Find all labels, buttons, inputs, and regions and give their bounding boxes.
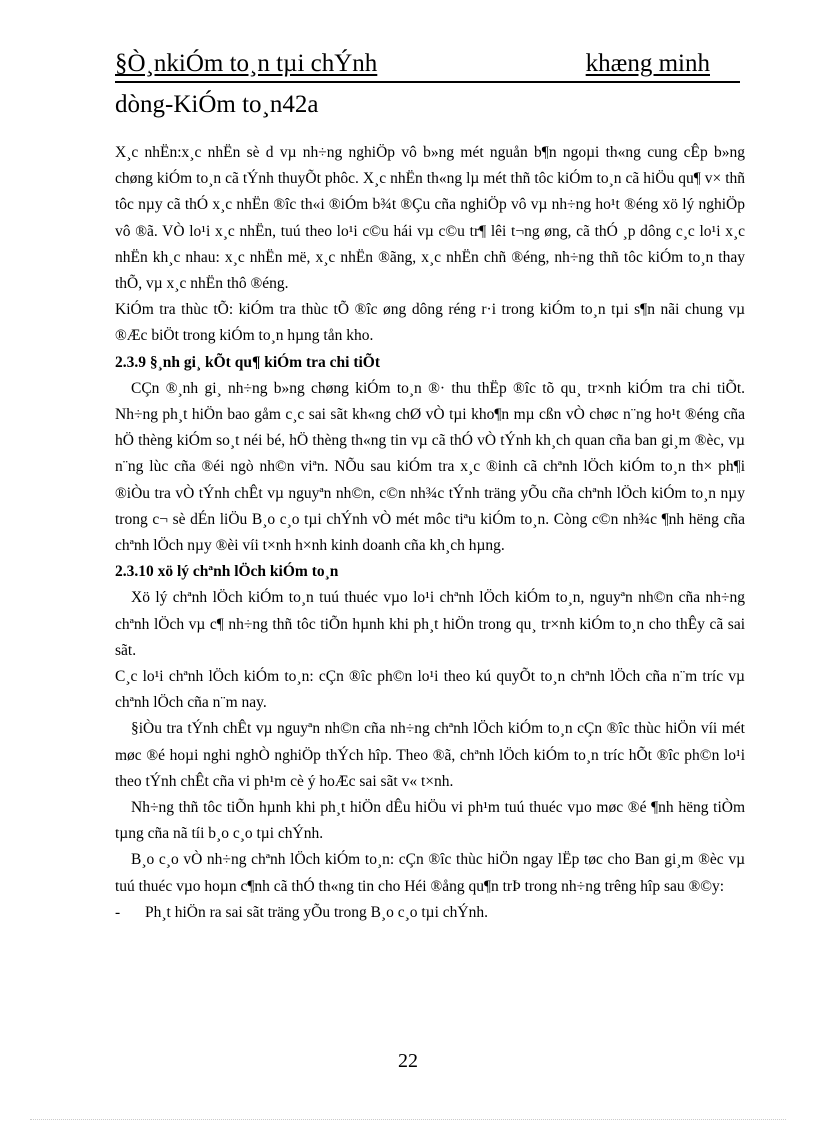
page-number: 22	[398, 1050, 418, 1072]
header-rule-line	[115, 48, 740, 83]
bullet-text: Ph¸t hiÖn ra sai sãt träng yÕu trong B¸o c¸o tµi chÝnh.	[145, 903, 488, 921]
paragraph: CÇn ®¸nh gi¸ nh÷ng b»ng chøng kiÓm to¸n ®· thu thËp ®îc tõ qu¸ tr×nh kiÓm tra chi tiÕt. Nh÷ng ph¸t hiÖn bao gåm c¸c sai sãt kh«ng chØ vÒ tµi kho¶n mµ cßn vÒ chøc n¨ng ho¹t ®éng cña hÖ thèng kiÓm so¸t néi bé, hÖ thèng th«ng tin vµ cã thÓ vÒ tÝnh kh¸ch quan cña ban gi¸m ®èc, vµ n¨ng lùc cña ®éi ngò nh©n viªn. NÕu sau kiÓm tra x¸c ®inh cã chªnh lÖch kiÓm to¸n th× ph¶i ®iÒu tra vÒ tÝnh chÊt vµ nguyªn nh©n, c©n nh¾c tÝnh träng yÕu cña chªnh lÖch kiÓm to¸n nµy trong c¬ sè dÉn liÖu B¸o c¸o tµi chÝnh vÒ mét môc tiªu kiÓm to¸n. Còng c©n nh¾c ¶nh hëng cña chªnh lÖch nµy ®èi víi t×nh h×nh kinh doanh cña kh¸ch hµng.	[115, 379, 745, 555]
header-author-name: khæng minh	[585, 50, 710, 77]
bullet-dash: -	[115, 903, 121, 921]
paragraph: KiÓm tra thùc tÕ: kiÓm tra thùc tÕ ®îc øng dông réng r·i trong kiÓm to¸n tµi s¶n nãi chung vµ ®Æc biÖt trong kiÓm to¸n hµng tån kho.	[115, 301, 745, 345]
section-heading: 2.3.10 xö lý chªnh lÖch kiÓm to¸n	[115, 563, 339, 581]
header-class-name: dòng-KiÓm to¸n42a	[115, 91, 319, 118]
page-header	[115, 48, 740, 121]
paragraph: Xö lý chªnh lÖch kiÓm to¸n tuú thuéc vµo lo¹i chªnh lÖch kiÓm to¸n, nguyªn nh©n cña nh÷ng chªnh lÖch vµ c¶ nh÷ng thñ tôc tiÕn hµnh khi ph¸t hiÖn trong qu¸ tr×nh kiÓm to¸n cho thÊy cã sai sãt.	[115, 589, 745, 659]
bullet-item	[115, 900, 745, 926]
section-heading: 2.3.9 §¸nh gi¸ kÕt qu¶ kiÓm tra chi tiÕt	[115, 353, 380, 371]
header-course-title: §Ò¸nkiÓm to¸n tµi chÝnh	[115, 50, 378, 77]
document-body	[115, 140, 745, 926]
paragraph: B¸o c¸o vÒ nh÷ng chªnh lÖch kiÓm to¸n: cÇn ®îc thùc hiÖn ngay lËp tøc cho Ban gi¸m ®èc vµ tuú thuéc vµo hoµn c¶nh cã thÓ th«ng tin cho Héi ®ång qu¶n trÞ trong nh÷ng trêng hîp sau ®©y:	[115, 851, 745, 895]
paragraph: §iÒu tra tÝnh chÊt vµ nguyªn nh©n cña nh÷ng chªnh lÖch kiÓm to¸n cÇn ®îc thùc hiÖn víi mét møc ®é hoµi nghi nghÒ nghiÖp thÝch hîp. Theo ®ã, chªnh lÖch kiÓm to¸n tríc hÕt ®îc ph©n lo¹i theo tÝnh chÊt cña vi ph¹m cè ý hoÆc sai sãt v« t×nh.	[115, 720, 745, 790]
paragraph: Nh÷ng thñ tôc tiÕn hµnh khi ph¸t hiÖn dÊu hiÖu vi ph¹m tuú thuéc vµo møc ®é ¶nh hëng tiÒm tµng cña nã tíi b¸o c¸o tµi chÝnh.	[115, 799, 745, 843]
paragraph: X¸c nhËn:x¸c nhËn sè d vµ nh÷ng nghiÖp vô b»ng mét nguån b¶n ngoµi th«ng cung cÊp b»ng chøng kiÓm to¸n cã tÝnh thuyÕt phôc. X¸c nhËn th«ng lµ mét thñ tôc kiÓm to¸n cã hiÖu qu¶ v× thñ tôc nµy cã thÓ x¸c nhËn ®îc th«i ®iÓm b¾t ®Çu cña nghiÖp vô vµ nh÷ng ho¹t ®éng xö lý nghiÖp vô ®ã. VÒ lo¹i x¸c nhËn, tuú theo lo¹i c©u hái vµ c©u tr¶ lêi t¬ng øng, cã thÓ ¸p dông c¸c lo¹i x¸c nhËn kh¸c nhau: x¸c nhËn më, x¸c nhËn ®ãng, x¸c nhËn chñ ®éng, nh÷ng thñ tôc kiÓm to¸n thay thÕ, vµ x¸c nhËn thô ®éng.	[115, 144, 745, 293]
paragraph: C¸c lo¹i chªnh lÖch kiÓm to¸n: cÇn ®îc ph©n lo¹i theo kú quyÕt to¸n chªnh lÖch cña n¨m tríc vµ chªnh lÖch cña n¨m nay.	[115, 668, 745, 712]
page-bottom-border	[30, 1119, 786, 1120]
